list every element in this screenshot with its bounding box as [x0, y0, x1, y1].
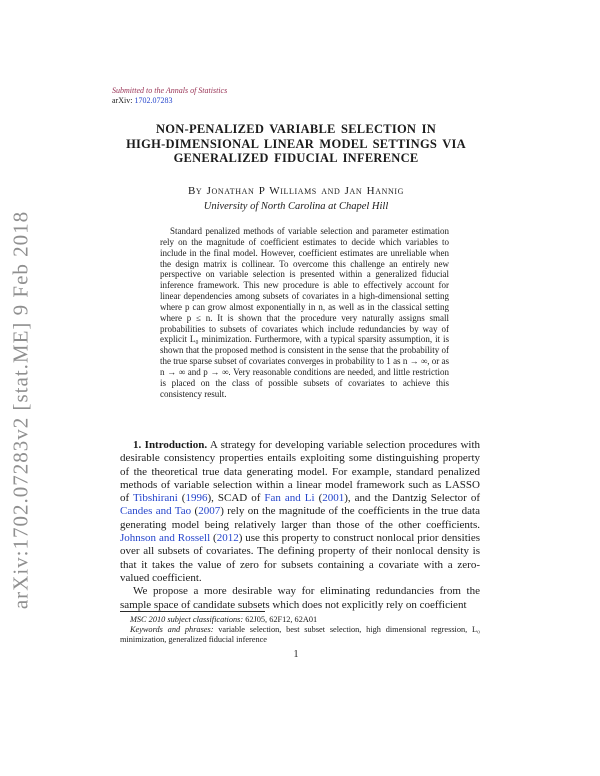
affiliation-line: University of North Carolina at Chapel Hill	[203, 201, 389, 212]
citation-tibshirani[interactable]: Tibshirani	[132, 492, 178, 505]
authors-line: By Jonathan P Williams and Jan Hannig	[188, 185, 404, 197]
introduction-section	[120, 439, 480, 612]
citation-candes-and-tao[interactable]: Candes and Tao	[120, 505, 192, 518]
intro-paragraph-1: 1. Introduction. A strategy for developing variable selection procedures with desirable consistency properties entails exploiting some distinguishing property of the theoretical true data generating model. For example, standard penalized methods of variable selection within a linear model framework such as LASSO of Tibshirani (1996), SCAD of Fan and Li (2001), and the Dantzig Selector of Candes and Tao (2007) rely on the magnitude of the coefficients in the true data generating model being relatively larger than those of the other coefficients. Johnson and Rossell (2012) use this property to construct nonlocal prior densities over all subsets of covariates. The defining property of their nonlocal density is that it takes the value of zero for subsets containing a covariate with a zero-valued coefficient.	[120, 439, 480, 584]
citation-fan-and-li[interactable]: Fan and Li	[264, 492, 315, 505]
intro-paragraph-2: We propose a more desirable way for eliminating redundancies from the sample space of candidate subsets which does not explicitly rely on coefficient	[120, 585, 480, 611]
submitted-note: Submitted to the Annals of Statistics	[112, 86, 228, 95]
keywords-line	[120, 625, 480, 645]
citation-tibshirani-year[interactable]: 1996	[185, 492, 208, 505]
footnote-rule	[120, 611, 265, 612]
title-line-2: HIGH-DIMENSIONAL LINEAR MODEL SETTINGS VIA	[126, 136, 466, 151]
msc-label: MSC 2010 subject classifications:	[130, 615, 244, 624]
paper-title	[112, 122, 480, 166]
citation-johnson-and-rossell[interactable]: Johnson and Rossell	[120, 532, 211, 545]
footnotes	[120, 615, 480, 644]
page-header	[112, 86, 227, 105]
title-line-3: GENERALIZED FIDUCIAL INFERENCE	[173, 151, 419, 166]
citation-johnson-and-rossell-year[interactable]: 2012	[216, 532, 239, 545]
citation-fan-and-li-year[interactable]: 2001	[322, 492, 345, 505]
page-number: 1	[293, 649, 299, 660]
title-line-1: NON-PENALIZED VARIABLE SELECTION IN	[156, 122, 436, 136]
arxiv-sidebar-watermark: arXiv:1702.07283v2 [stat.ME] 9 Feb 2018	[8, 210, 33, 610]
citation-candes-and-tao-year[interactable]: 2007	[198, 505, 221, 518]
arxiv-note	[112, 96, 227, 106]
section-heading: 1. Introduction.	[133, 439, 208, 451]
arxiv-id-link[interactable]: 1702.07283	[134, 95, 173, 105]
msc-classifications-line	[120, 615, 480, 625]
arxiv-label: arXiv:	[112, 95, 135, 105]
keywords-values: variable selection, best subset selection, high dimensional regression, L₀ minimization, generalized fiducial inference	[120, 624, 480, 644]
abstract-text: Standard penalized methods of variable selection and parameter estimation rely on the magnitude of coefficient estimates to decide which variables to include in the final model. However, coefficient estimates are unreliable when the design matrix is collinear. To overcome this challenge an entirely new perspective on variable selection is presented within a generalized fiducial inference framework. This new procedure is able to effectively account for linear dependencies among subsets of covariates in a high-dimensional setting where p can grow almost exponentially in n, as well as in the classical setting where p ≤ n. It is shown that the procedure very naturally assigns small probabilities to subsets of covariates which include redundancies by way of explicit L₀ minimization. Furthermore, with a typical sparsity assumption, it is shown that the proposed method is consistent in the sense that the probability of the true sparse subset of covariates converges in probability to 1 as n → ∞, or as n → ∞ and p → ∞. Very reasonable conditions are needed, and little restriction is placed on the class of possible subsets of covariates to achieve this consistency result.	[160, 226, 449, 399]
keywords-label: Keywords and phrases:	[130, 624, 214, 634]
msc-values: 62J05, 62F12, 62A01	[243, 615, 318, 624]
